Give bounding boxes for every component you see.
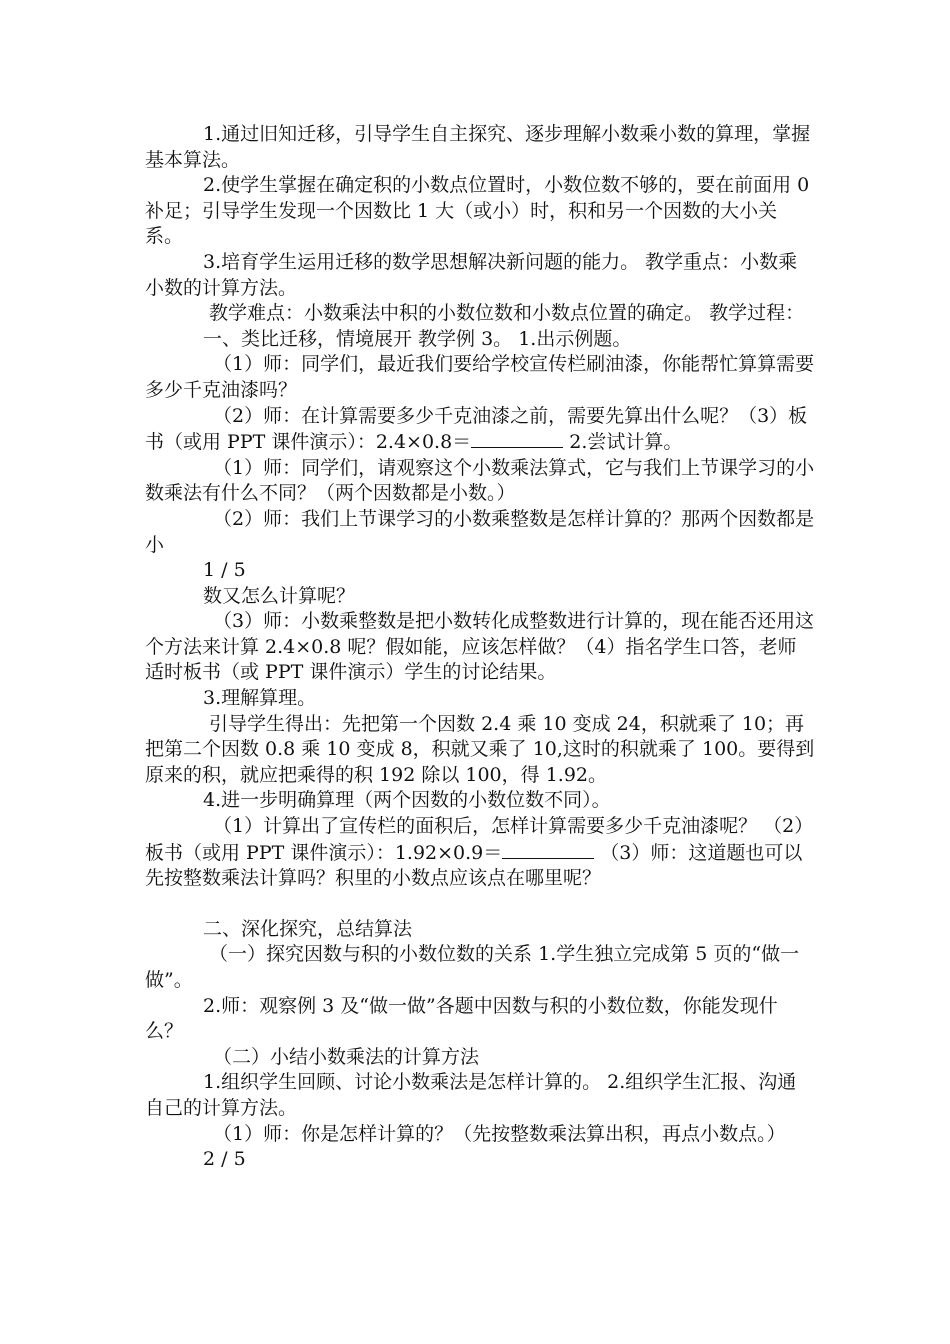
answer-blank — [471, 429, 563, 448]
difficulty-and-process: 教学难点：小数乘法中积的小数位数和小数点位置的确定。 教学过程： — [203, 302, 805, 325]
answer-blank-2 — [502, 840, 594, 859]
subsection-2: （二）小结小数乘法的计算方法 — [213, 1045, 480, 1068]
teacher-how-calc: （1）师：你是怎样计算的？（先按整数乘法算出积，再点小数点。） — [213, 1122, 786, 1145]
objective-2: 2.使学生掌握在确定积的小数点位置时，小数位数不够的，要在前面用 0 补足；引导学生发现一个因数比 1 大（或小）时，积和另一个因数的大小关系。 — [145, 174, 816, 248]
document-page — [145, 122, 815, 1173]
teacher-question-2 — [145, 404, 815, 456]
teacher-question-1: （1）师：同学们，最近我们要给学校宣传栏刷油漆，你能帮忙算算需要多少千克油漆吗？ — [145, 353, 815, 401]
calc-question: （3）师：这道题也可以先按整数乘法计算吗？积里的小数点应该点在哪里呢？ — [145, 841, 803, 890]
subsection-1: （一）探究因数与积的小数位数的关系 1.学生独立完成第 5 页的“做一做”。 — [145, 943, 800, 991]
page-number-2: 2 / 5 — [203, 1148, 246, 1171]
clarify-principle: 4.进一步明确算理（两个因数的小数位数不同）。 — [203, 789, 611, 812]
guide-students: 引导学生得出：先把第一个因数 2.4 乘 10 变成 24，积就乘了 10；再把第二个因数 0.8 乘 10 变成 8，积就又乘了 10,这时的积就乘了 100。要得到原来的积，就应把乘得的积 192 除以 100，得 1.92。 — [145, 712, 815, 786]
understand-principle: 3.理解算理。 — [203, 687, 317, 710]
calc-paint-amount — [145, 814, 815, 892]
objective-3-key-points: 3.培育学生运用迁移的数学思想解决新问题的能力。 教学重点：小数乘小数的计算方法。 — [145, 250, 798, 299]
teacher-observe: （1）师：同学们，请观察这个小数乘法算式，它与我们上节课学习的小数乘法有什么不同？（两个因数都是小数。） — [145, 456, 815, 505]
teacher-question-3: （3）师：小数乘整数是把小数转化成整数进行计算的，现在能否还用这个方法来计算 2.4×0.8 呢？假如能，应该怎样做？（4）指名学生口答，老师适时板书（或 PPT 课件演示）学生的讨论结果。 — [145, 610, 815, 684]
continued-text: 数又怎么计算呢？ — [203, 584, 356, 607]
board-text: （2）师：在计算需要多少千克油漆之前，需要先算出什么呢？（3）板书（或用 PPT 课件演示）：2.4×0.8＝ — [145, 404, 808, 454]
try-calc: 2.尝试计算。 — [563, 431, 683, 454]
observe-example: 2.师：观察例 3 及“做一做”各题中因数与积的小数位数，你能发现什么？ — [145, 994, 778, 1043]
organize-review: 1.组织学生回顾、讨论小数乘法是怎样计算的。 2.组织学生汇报、沟通自己的计算方法。 — [145, 1071, 797, 1119]
objective-1: 1.通过旧知迁移，引导学生自主探究、逐步理解小数乘小数的算理，掌握基本算法。 — [145, 123, 811, 171]
spacer — [145, 892, 815, 917]
page-number-1: 1 / 5 — [203, 559, 246, 582]
calc-text: （1）计算出了宣传栏的面积后，怎样计算需要多少千克油漆呢？ （2）板书（或用 PPT 课件演示）：1.92×0.9＝ — [145, 815, 814, 864]
section-2-heading: 二、深化探究，总结算法 — [203, 917, 413, 940]
teacher-previous-lesson: （2）师：我们上节课学习的小数乘整数是怎样计算的？那两个因数都是小 — [145, 507, 815, 556]
section-1-heading: 一、类比迁移，情境展开 教学例 3。 1.出示例题。 — [203, 327, 632, 350]
